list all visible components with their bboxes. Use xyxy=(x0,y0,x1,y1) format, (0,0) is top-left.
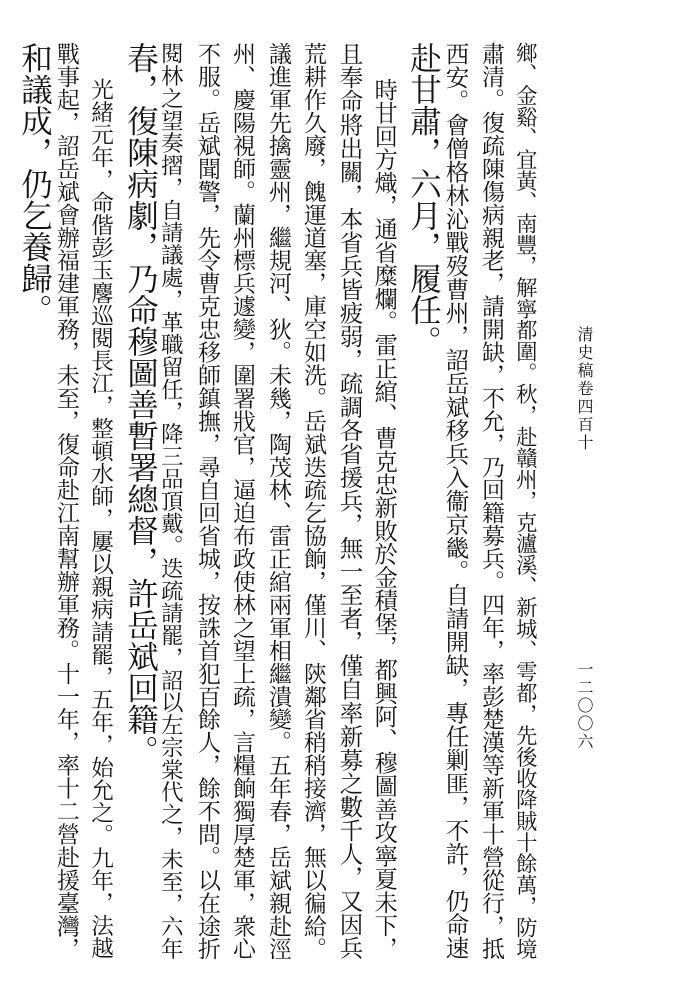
text-column: 且奉命將出關，本省兵皆疲弱，疏調各省援兵，無一至者，僅自率新募之數千人，又因兵 xyxy=(335,42,364,960)
text-column: 春，復陳病劇，乃命穆圖善暫署總督，許岳斌回籍。 xyxy=(122,42,159,767)
running-title: 清史稿卷四百十 xyxy=(575,326,594,452)
text-column: 鄉、金谿、宜黃、南豐，解寧都圍。秋，赴贛州，克瀘溪、新城、雩都，先後收降賊十餘萬，防境 xyxy=(512,42,538,960)
text-column: 不服。岳斌聞警，先令曹克忠移師鎮撫，尋自回省城，按誅首犯百餘人，餘不問。以在途折 xyxy=(193,42,220,960)
text-column: 州、慶陽視師。蘭州標兵遽變，圍署戕官，逼迫布政使林之望上疏，言糧餉獨厚楚軍，衆心 xyxy=(228,42,255,960)
text-column: 戰事起，詔岳斌會辦福建軍務，未至，復命赴江南幫辦軍務。十一年，率十二營赴援臺灣， xyxy=(52,42,79,960)
text-column: 荒耕作久廢，餽運道塞，庫空如洗。岳斌迭疏乞協餉，僅川、陝鄰省稍稍接濟，無以徧給。 xyxy=(299,42,326,960)
text-column: 議進軍先擒靈州，繼規河、狄。未幾，陶茂林、雷正綰兩軍相繼潰變。五年春，岳斌親赴涇 xyxy=(264,42,291,960)
text-column: 肅清。復疏陳傷病親老，請開缺，不允，乃回籍募兵。四年，率彭楚漢等新軍十營從行，抵 xyxy=(477,42,504,960)
text-column: 和議成，仍乞養歸。 xyxy=(16,42,53,326)
page-number: 一二〇〇六 xyxy=(575,661,594,751)
text-column: 赴甘肅，六月，履任。 xyxy=(405,42,442,357)
text-column: 閱林之望奏摺，自請議處，革職留任，降三品頂戴。迭疏請罷，詔以左宗棠代之，未至，六年 xyxy=(157,42,184,960)
text-column: 光緒元年，命偕彭玉麐巡閱長江，整頓水師，屢以親病請罷，五年，始允之。九年，法越 xyxy=(87,78,114,960)
text-column: 時甘回方熾，通省糜爛。雷正綰、曹克忠新敗於金積堡，都興阿、穆圖善攻寧夏未下， xyxy=(370,78,398,960)
text-column: 西安。會僧格林沁戰歿曹州，詔岳斌移兵入衞京畿。自請開缺，專任剿匪，不許，仍命速 xyxy=(441,42,470,960)
